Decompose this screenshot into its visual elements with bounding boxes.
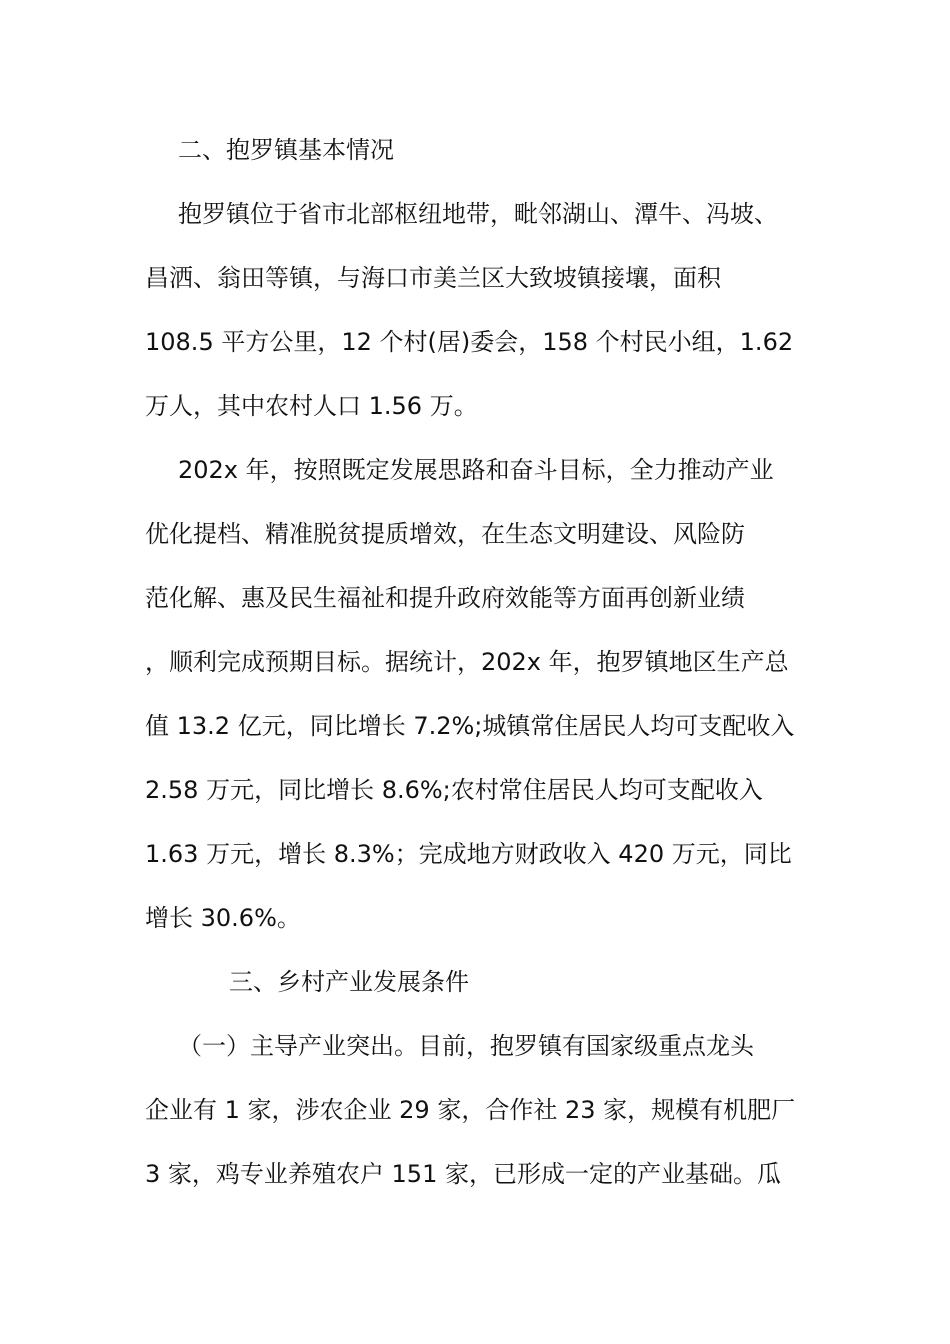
paragraph-line: 万人，其中农村人口 1.56 万。: [145, 392, 478, 420]
paragraph-line: 抱罗镇位于省市北部枢纽地带，毗邻湖山、潭牛、冯坡、: [178, 200, 778, 228]
paragraph-line: （一）主导产业突出。目前，抱罗镇有国家级重点龙头: [178, 1032, 754, 1060]
paragraph-line: 2.58 万元，同比增长 8.6%;农村常住居民人均可支配收入: [145, 776, 763, 804]
section-heading-3: 三、乡村产业发展条件: [229, 968, 469, 996]
paragraph-line: 值 13.2 亿元，同比增长 7.2%;城镇常住居民人均可支配收入: [145, 712, 795, 740]
paragraph-line: 202x 年，按照既定发展思路和奋斗目标，全力推动产业: [178, 456, 774, 484]
paragraph-line: 108.5 平方公里，12 个村(居)委会，158 个村民小组，1.62: [145, 328, 794, 356]
section-heading-2: 二、抱罗镇基本情况: [178, 136, 394, 164]
paragraph-line: 3 家，鸡专业养殖农户 151 家，已形成一定的产业基础。瓜: [145, 1160, 781, 1188]
paragraph-line: 范化解、惠及民生福祉和提升政府效能等方面再创新业绩: [145, 584, 745, 612]
paragraph-line: 昌洒、翁田等镇，与海口市美兰区大致坡镇接壤，面积: [145, 264, 721, 292]
paragraph-line: 优化提档、精准脱贫提质增效，在生态文明建设、风险防: [145, 520, 745, 548]
paragraph-line: 1.63 万元，增长 8.3%；完成地方财政收入 420 万元，同比: [145, 840, 792, 868]
paragraph-line: 增长 30.6%。: [145, 904, 301, 932]
paragraph-line: 企业有 1 家，涉农企业 29 家，合作社 23 家，规模有机肥厂: [145, 1096, 796, 1124]
paragraph-line: ，顺利完成预期目标。据统计，202x 年，抱罗镇地区生产总: [145, 648, 789, 676]
